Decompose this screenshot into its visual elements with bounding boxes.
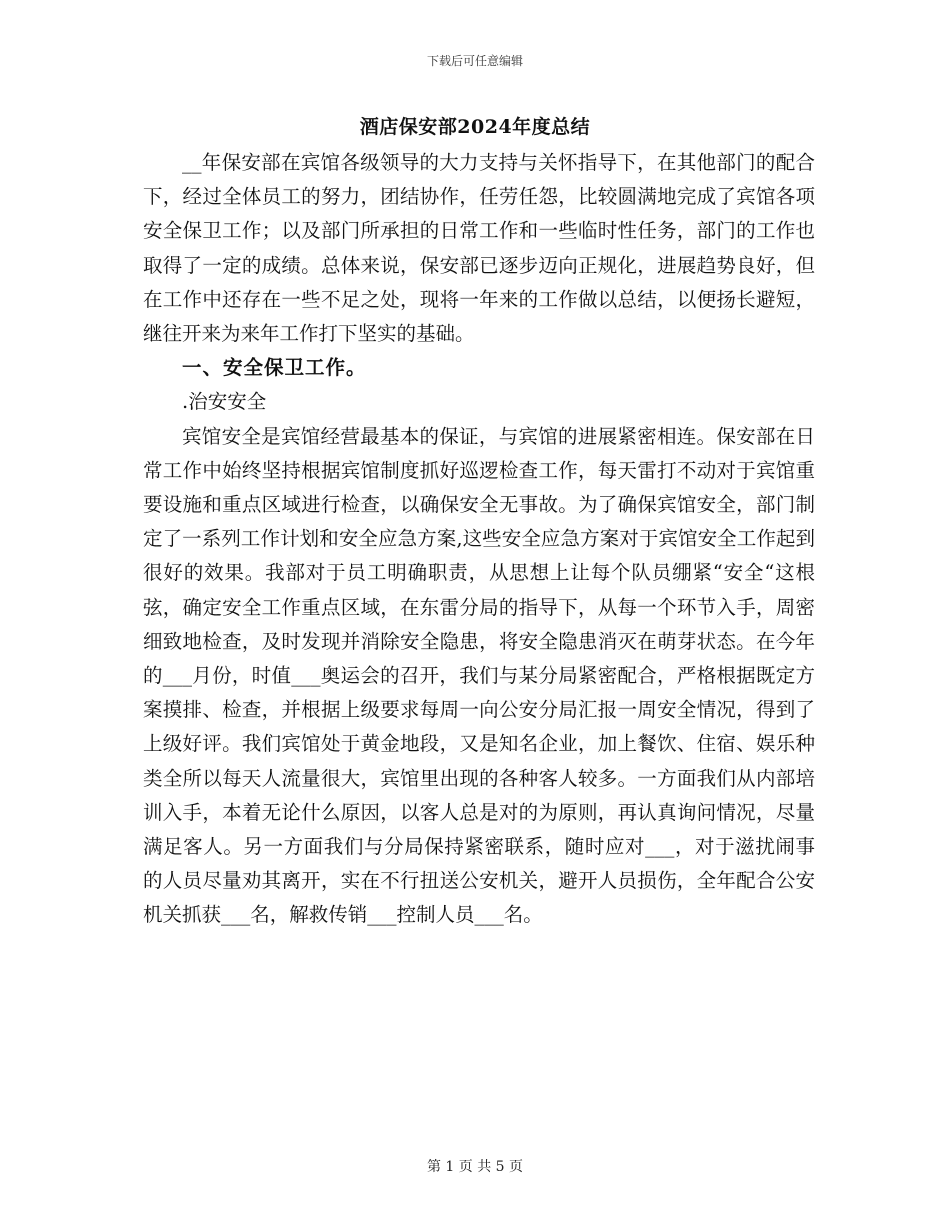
document-title: 酒店保安部2024年度总结 xyxy=(359,116,591,138)
intro-paragraph: __年保安部在宾馆各级领导的大力支持与关怀指导下，在其他部门的配合下，经过全体员工的努力，团结协作，任劳任怨，比较圆满地完成了宾馆各项安全保卫工作；以及部门所承担的日常工作和一些临时性任务，部门的工作也取得了一定的成绩。总体来说，保安部已逐步迈向正规化，进展趋势良好，但在工作中还存在一些不足之处，现将一年来的工作做以总结，以便扬长避短，继往开来为来年工作打下坚实的基础。 xyxy=(143,151,815,346)
subsection-heading: .治安安全 xyxy=(182,390,267,414)
section-heading: 一、安全保卫工作。 xyxy=(182,356,367,380)
body-paragraph: 宾馆安全是宾馆经营最基本的保证，与宾馆的进展紧密相连。保安部在日常工作中始终坚持根据宾馆制度抓好巡逻检查工作，每天雷打不动对于宾馆重要设施和重点区域进行检查，以确保安全无事故。为了确保宾馆安全，部门制定了一系列工作计划和安全应急方案,这些安全应急方案对于宾馆安全工作起到很好的效果。我部对于员工明确职责，从思想上让每个队员绷紧“安全“这根弦，确定安全工作重点区域，在东雷分局的指导下，从每一个环节入手，周密细致地检查，及时发现并消除安全隐患，将安全隐患消灭在萌芽状态。在今年的___月份，时值___奥运会的召开，我们与某分局紧密配合，严格根据既定方案摸排、检查，并根据上级要求每周一向公安分局汇报一周安全情况，得到了上级好评。我们宾馆处于黄金地段，又是知名企业，加上餐饮、住宿、娱乐种类全所以每天人流量很大，宾馆里出现的各种客人较多。一方面我们从内部培训入手，本着无论什么原因，以客人总是对的为原则，再认真询问情况，尽量满足客人。另一方面我们与分局保持紧密联系，随时应对___，对于滋扰闹事的人员尽量劝其离开，实在不行扭送公安机关，避开人员损伤，全年配合公安机关抓获___名，解救传销___控制人员___名。 xyxy=(143,424,815,927)
page-number: 第 1 页 共 5 页 xyxy=(426,1159,524,1175)
page-header-note: 下载后可任意编辑 xyxy=(426,54,523,68)
document-body xyxy=(143,146,815,933)
